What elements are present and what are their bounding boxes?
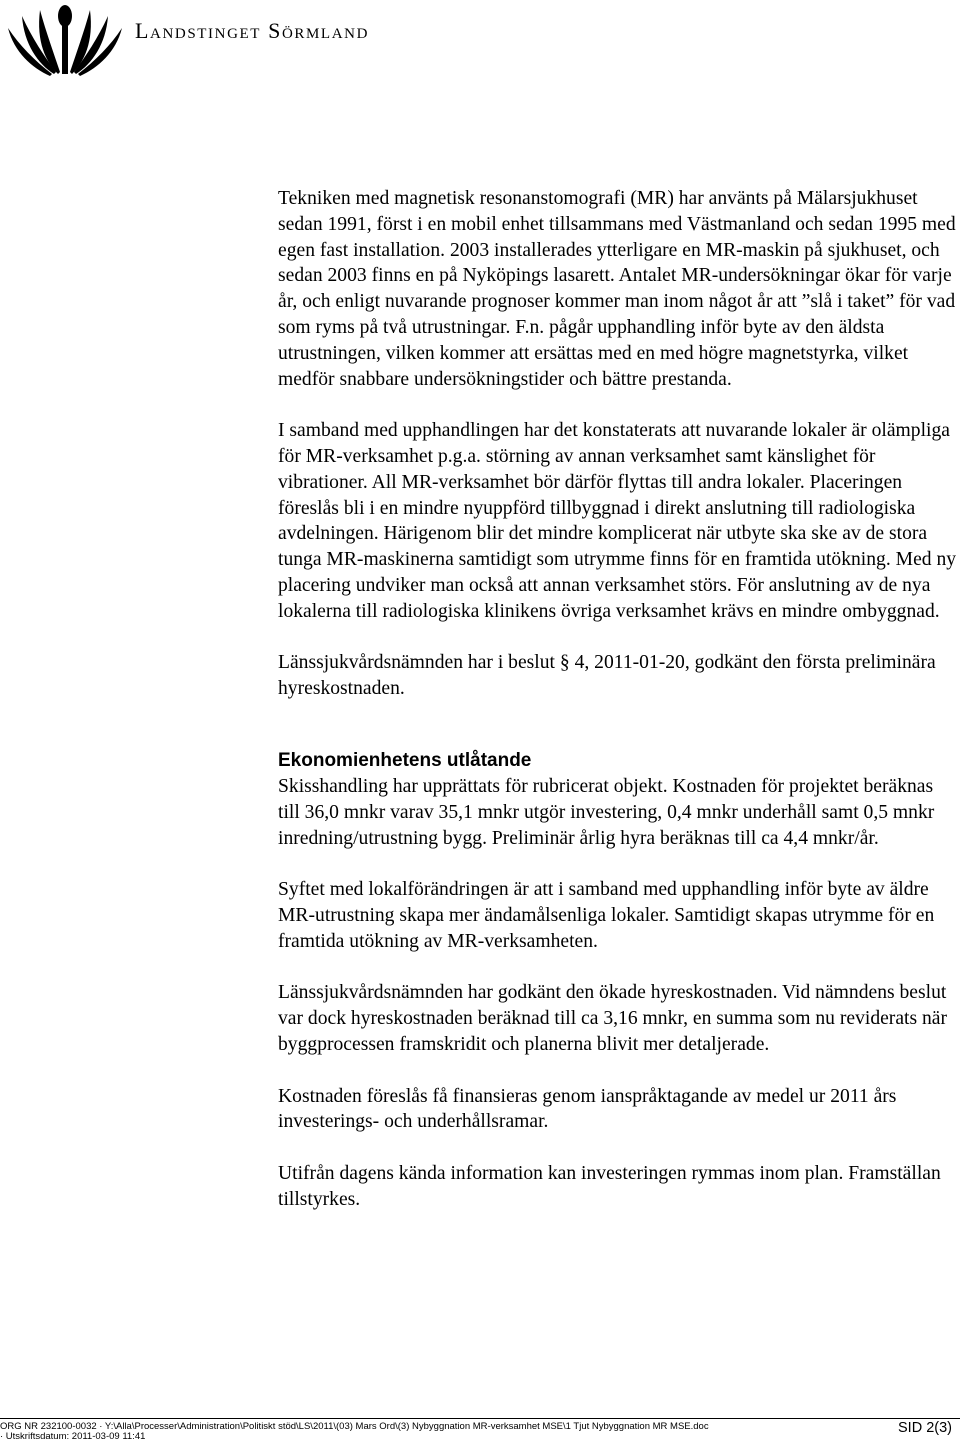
- section-paragraph-4: Kostnaden föreslås få finansieras genom ianspråktagande av medel ur 2011 års investerings- och underhållsramar.: [278, 1085, 897, 1133]
- section-paragraph-2: Syftet med lokalförändringen är att i samband med upphandling inför byte av äldre MR-utrustning skapa mer ändamålsenliga lokaler. Samtidigt skapas utrymme för en framtida utökning av MR-verksamheten.: [278, 879, 935, 952]
- section-paragraph-5: Utifrån dagens kända information kan investeringen rymmas inom plan. Framställan tillstyrkes.: [278, 1162, 941, 1210]
- document-body: [278, 186, 958, 1238]
- footer-divider: [0, 1418, 960, 1419]
- footer-print-date: · Utskriftsdatum: 2011-03-09 11:41: [0, 1431, 146, 1442]
- page-number: SID 2(3): [898, 1420, 952, 1436]
- paragraph-1: Tekniken med magnetisk resonanstomografi (MR) har använts på Mälarsjukhuset sedan 1991, först i en mobil enhet tillsammans med Västmanland och sedan 1995 med egen fast installation. 2003 installerades ytterligare en MR-maskin på sjukhuset, och sedan 2003 finns en på Nyköpings lasarett. Antalet MR-undersökningar ökar för varje år, och enligt nuvarande prognoser kommer man inom något år att ”slå i taket” för vad som ryms på två utrustningar. F.n. pågår upphandling inför byte av den äldsta utrustningen, vilken kommer att ersättas med en med högre magnetstyrka, vilket medför snabbare undersökningstider och bättre prestanda.: [278, 188, 956, 390]
- landstinget-sormland-logo-icon: [6, 2, 124, 80]
- footer-file-path: ORG NR 232100-0032 · Y:\Alla\Processer\Administration\Politiskt stöd\LS\2011\(03) Mars Ord\(3) Nybyggnation MR-verksamhet MSE\1 Tjut Nybyggnation MR MSE.doc: [0, 1421, 709, 1432]
- organization-name: Landstinget Sörmland: [135, 18, 369, 43]
- paragraph-2: I samband med upphandlingen har det konstaterats att nuvarande lokaler är olämpliga för MR-verksamhet p.g.a. störning av annan verksamhet samt känslighet för vibrationer. All MR-verksamhet bör därför flyttas till andra lokaler. Placeringen föreslås bli i en mindre nyuppförd tillbyggnad i direkt anslutning till radiologiska avdelningen. Härigenom blir det mindre komplicerat när utbyte ska ske av de stora tunga MR-maskinerna samtidigt som utrymme finns för en framtida utökning. Med ny placering undviker man också att annan verksamhet störs. För anslutning av de nya lokalerna till radiologiska klinikens övriga verksamhet krävs en mindre ombyggnad.: [278, 420, 957, 622]
- section-heading: Ekonomienhetens utlåtande: [278, 749, 532, 771]
- section-paragraph-3: Länssjukvårdsnämnden har godkänt den ökade hyreskostnaden. Vid nämndens beslut var dock hyreskostnaden beräknad till ca 3,16 mnkr, en summa som nu reviderats när byggprocessen framskridit och planerna blivit mer detaljerade.: [278, 982, 948, 1055]
- paragraph-3: Länssjukvårdsnämnden har i beslut § 4, 2011-01-20, godkänt den första preliminära hyreskostnaden.: [278, 652, 936, 700]
- section-paragraph-1: Skisshandling har upprättats för rubricerat objekt. Kostnaden för projektet beräknas till 36,0 mnkr varav 35,1 mnkr utgör investering, 0,4 mnkr underhåll samt 0,5 mnkr inredning/utrustning bygg. Preliminär årlig hyra beräknas till ca 4,4 mnkr/år.: [278, 775, 935, 849]
